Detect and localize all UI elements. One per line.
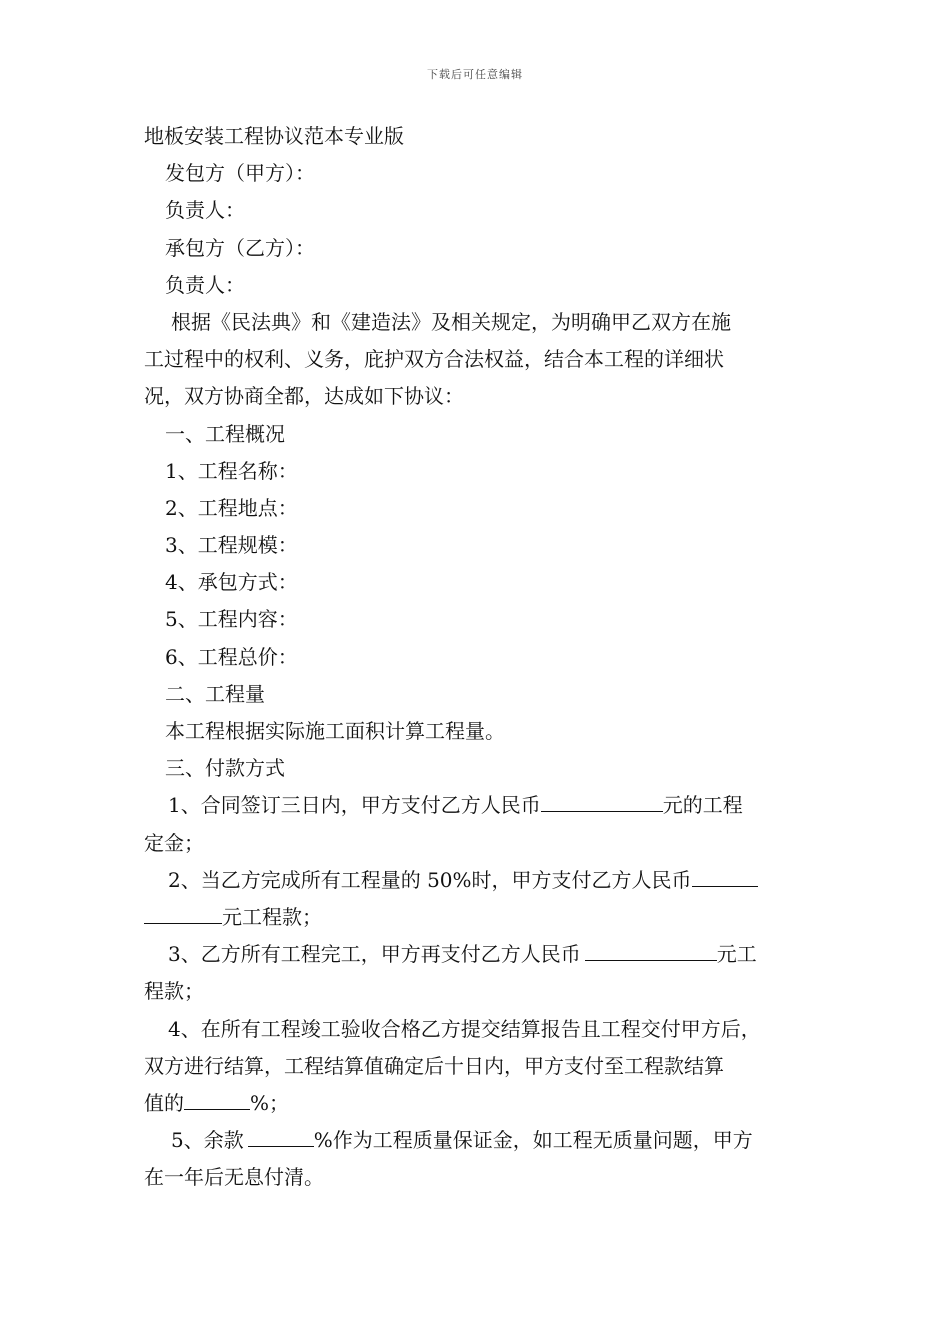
payment-5-line-1 [144, 1122, 816, 1159]
party-b-line: 承包方（乙方）： [165, 235, 315, 260]
payment-2-text-a: 2、当乙方完成所有工程量的 50%时，甲方支付乙方人民币 [168, 867, 692, 892]
section-1-item: 5、工程内容： [165, 607, 298, 632]
payment-4-line-3 [144, 1085, 816, 1122]
section-1-item: 3、工程规模： [165, 533, 298, 558]
party-a-rep-line: 负责人： [165, 198, 245, 223]
party-b-rep-line: 负责人： [165, 272, 245, 297]
payment-5-line-2: 在一年后无息付清。 [144, 1165, 324, 1190]
payment-5-text-b: %作为工程质量保证金，如工程无质量问题，甲方 [313, 1128, 753, 1153]
payment-1-text-b: 元的工程 [662, 793, 743, 818]
section-2-text: 本工程根据实际施工面积计算工程量。 [165, 719, 505, 743]
payment-5-percent-blank [248, 1124, 314, 1147]
payment-1-line-2: 定金； [144, 830, 204, 855]
payment-2-amount-blank-a [692, 864, 758, 887]
payment-3-text-b: 元工 [716, 942, 757, 967]
payment-1-text-a: 1、合同签订三日内，甲方支付乙方人民币 [168, 793, 541, 818]
section-1-heading: 一、工程概况 [165, 421, 285, 446]
payment-4-percent-blank [184, 1087, 250, 1110]
payment-2-text-b: 元工程款； [222, 904, 322, 929]
payment-4-text-b: %； [250, 1090, 290, 1115]
section-2-heading: 二、工程量 [165, 681, 265, 706]
payment-3-text-a: 3、乙方所有工程完工，甲方再支付乙方人民币 [168, 942, 581, 967]
payment-3-line-1 [144, 936, 816, 973]
section-1-item: 2、工程地点： [165, 495, 298, 520]
payment-2-line-2 [144, 899, 816, 936]
section-1-item: 4、承包方式： [165, 570, 298, 595]
section-3-heading: 三、付款方式 [165, 756, 285, 781]
document-body [144, 118, 816, 1196]
payment-1-line-1 [144, 787, 816, 824]
payment-4-line-2: 双方进行结算，工程结算值确定后十日内，甲方支付至工程款结算 [144, 1053, 724, 1078]
payment-3-line-2: 程款； [144, 979, 204, 1004]
payment-4-text-a: 值的 [144, 1090, 184, 1115]
payment-5-text-a: 5、余款 [171, 1128, 244, 1153]
payment-4-line-1: 4、在所有工程竣工验收合格乙方提交结算报告且工程交付甲方后， [168, 1016, 761, 1041]
payment-1-amount-blank [541, 789, 663, 812]
preamble-line-3: 况，双方协商全都，达成如下协议： [144, 384, 464, 409]
section-1-item: 1、工程名称： [165, 458, 298, 483]
payment-2-amount-blank-b [144, 901, 222, 924]
payment-3-amount-blank [585, 938, 717, 961]
preamble-line-1: 根据《民法典》和《建造法》及相关规定，为明确甲乙双方在施 [171, 309, 731, 334]
party-a-line: 发包方（甲方）： [165, 161, 315, 186]
payment-2-line-1 [144, 862, 816, 899]
document-title: 地板安装工程协议范本专业版 [144, 124, 404, 148]
preamble-line-2: 工过程中的权利、义务，庇护双方合法权益，结合本工程的详细状 [144, 347, 724, 372]
section-1-item: 6、工程总价： [165, 644, 298, 669]
page-header-note: 下载后可任意编辑 [427, 68, 523, 81]
